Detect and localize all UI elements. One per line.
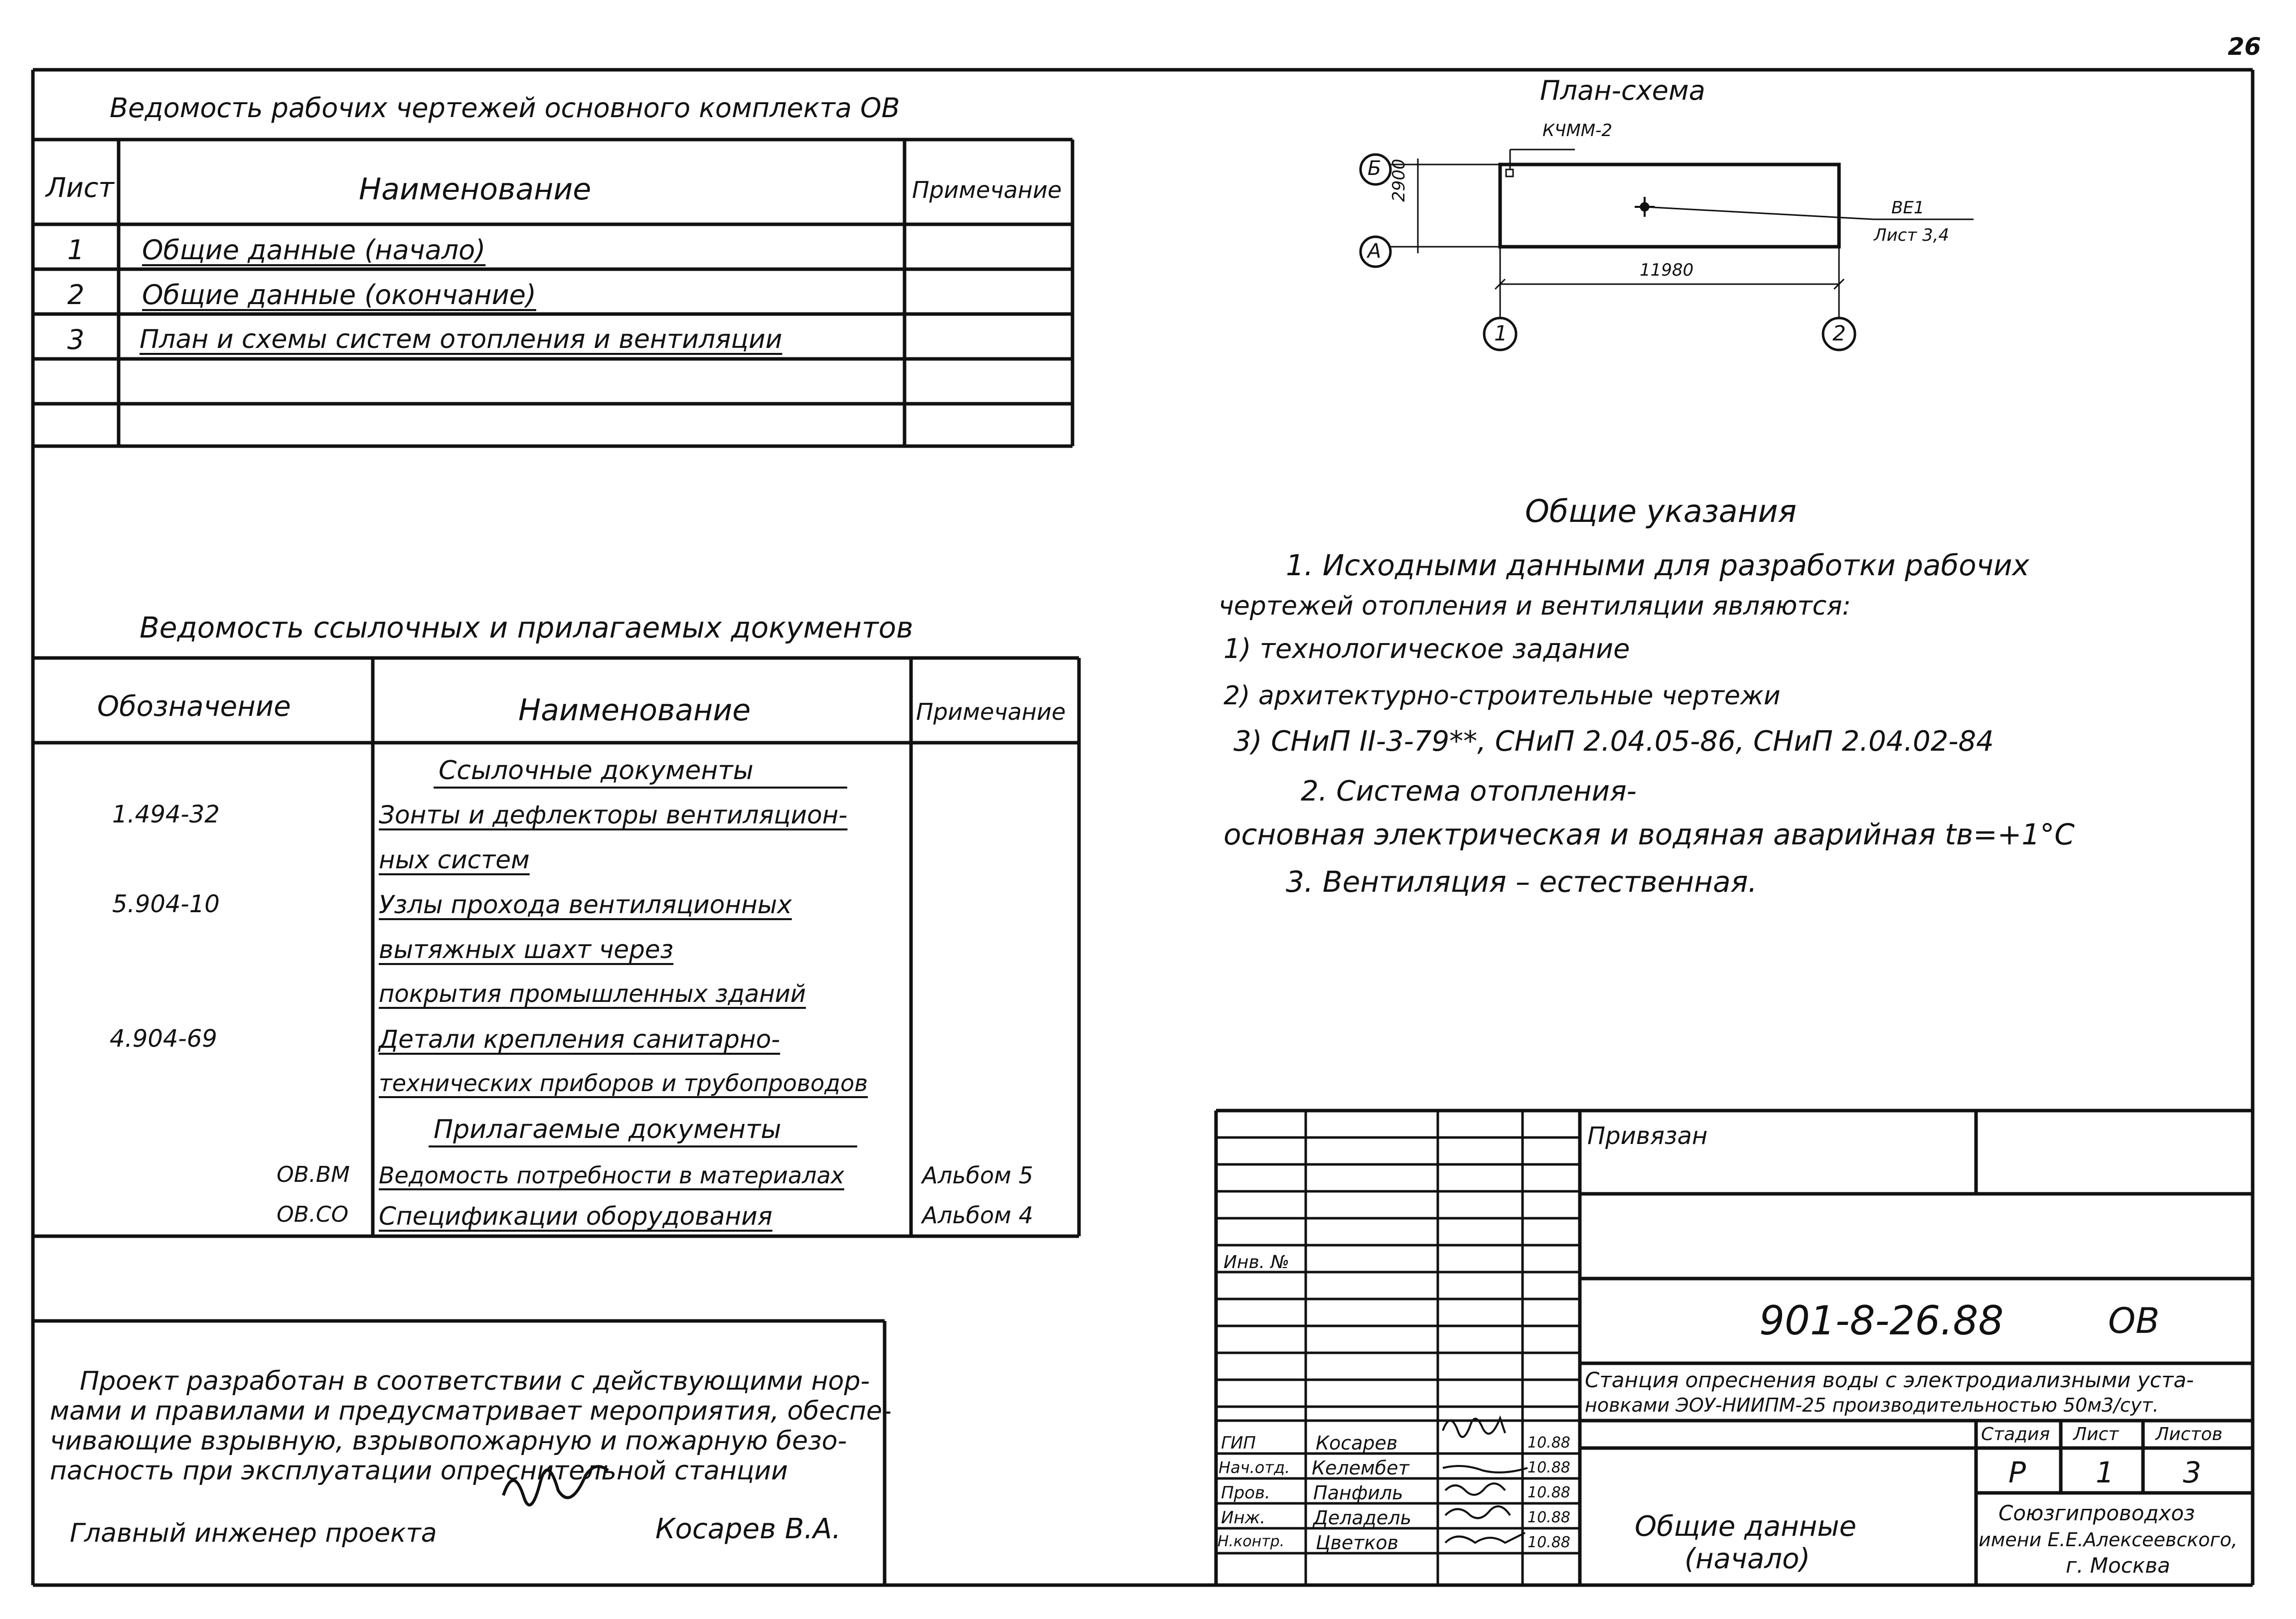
tb-staff-role: Н.контр. xyxy=(1218,1533,1285,1550)
statement-line: пасность при эксплуатации опреснительной станции xyxy=(50,1456,788,1486)
statement-line: чивающие взрывную, взрывопожарную и пожарную безо- xyxy=(50,1426,847,1456)
ref-docs-header-code: Обозначение xyxy=(97,690,291,723)
ref-docs-note: Альбом 4 xyxy=(922,1202,1034,1229)
drawing-list-header-sheet: Лист xyxy=(46,172,114,203)
ref-docs-code: ОВ.ВМ xyxy=(277,1162,350,1187)
ref-docs-name: Узлы прохода вентиляционных xyxy=(379,890,792,919)
chief-engineer-name: Косарев В.А. xyxy=(655,1513,841,1545)
general-notes-line: чертежей отопления и вентиляции являются: xyxy=(1219,591,1851,621)
general-notes-line: основная электрическая и водяная аварийная tв=+1°С xyxy=(1224,817,2075,851)
tb-sheet-value: 1 xyxy=(2096,1456,2114,1489)
tb-inv-no: Инв. № xyxy=(1224,1252,1290,1273)
ref-docs-name: Спецификации оборудования xyxy=(379,1202,772,1231)
ref-docs-code: 5.904-10 xyxy=(112,890,220,918)
tb-org-2: имени Е.Е.Алексеевского, xyxy=(1979,1529,2238,1551)
tb-sheets-value: 3 xyxy=(2183,1456,2201,1489)
general-notes-line: 2. Система отопления- xyxy=(1301,775,1637,808)
tb-staff-date: 10.88 xyxy=(1528,1459,1570,1476)
tb-staff-role: Инж. xyxy=(1221,1508,1266,1528)
drawing-list-row-name: Общие данные (начало) xyxy=(142,234,486,266)
plan-title: План-схема xyxy=(1540,75,1705,106)
tb-staff-name: Цветков xyxy=(1316,1532,1399,1554)
ref-docs-section-attached: Прилагаемые документы xyxy=(434,1115,781,1144)
drawing-list-header-name: Наименование xyxy=(359,172,592,207)
tb-staff-date: 10.88 xyxy=(1528,1434,1570,1452)
drawing-list-row-sheet: 2 xyxy=(67,279,85,311)
ref-docs-code: 4.904-69 xyxy=(110,1025,217,1053)
axis-1-label: 1 xyxy=(1494,321,1508,345)
ve-sheet-ref: Лист 3,4 xyxy=(1874,225,1950,245)
tb-staff-date: 10.88 xyxy=(1528,1534,1570,1551)
plan-schema-graphic xyxy=(1361,150,1974,350)
tb-org-3: г. Москва xyxy=(2066,1553,2170,1578)
ref-docs-name: Ведомость потребности в материалах xyxy=(379,1162,844,1189)
ref-docs-header-name: Наименование xyxy=(518,693,751,728)
tb-staff-name: Панфиль xyxy=(1313,1482,1403,1504)
drawing-list-row-sheet: 3 xyxy=(67,324,85,355)
ref-docs-name: вытяжных шахт через xyxy=(379,935,674,964)
general-notes-line: 1. Исходными данными для разработки рабочих xyxy=(1286,548,2029,582)
tb-org-1: Союзгипроводхоз xyxy=(1998,1501,2195,1525)
ref-docs-code: ОВ.СО xyxy=(277,1202,349,1227)
tb-staff-role: ГИП xyxy=(1221,1433,1256,1453)
ref-docs-note: Альбом 5 xyxy=(922,1162,1034,1189)
tb-mark: ОВ xyxy=(2108,1300,2160,1341)
tb-staff-date: 10.88 xyxy=(1528,1509,1570,1526)
drawing-list-row-name: План и схемы систем отопления и вентиляции xyxy=(140,324,782,354)
tb-sheet-title-2: (начало) xyxy=(1684,1543,1811,1575)
tb-staff-role: Нач.отд. xyxy=(1219,1458,1290,1477)
drawing-list-row-name: Общие данные (окончание) xyxy=(142,279,536,311)
tb-sheet-title-1: Общие данные xyxy=(1635,1510,1856,1543)
tb-sheets-label: Листов xyxy=(2155,1424,2223,1445)
tb-staff-name: Косарев xyxy=(1316,1432,1398,1454)
statement-line: Проект разработан в соответствии с действующими нор- xyxy=(80,1366,870,1396)
ref-docs-name: технических приборов и трубопроводов xyxy=(379,1070,868,1097)
ref-docs-name: Зонты и дефлекторы вентиляцион- xyxy=(379,801,848,829)
tb-project-name-1: Станция опреснения воды с электродиализными уста- xyxy=(1585,1368,2194,1392)
ref-docs-name: Детали крепления санитарно- xyxy=(379,1025,780,1054)
axis-2-label: 2 xyxy=(1833,321,1846,345)
tb-project-name-2: новками ЭОУ-НИИПМ-25 производительностью 50м3/сут. xyxy=(1585,1394,2159,1416)
page-number: 26 xyxy=(2228,33,2261,61)
tb-sheet-label: Лист xyxy=(2073,1424,2119,1445)
plan-kchmm-label: КЧММ-2 xyxy=(1542,121,1613,141)
general-notes-line: 3. Вентиляция – естественная. xyxy=(1286,865,1757,899)
general-notes-line: 2) архитектурно-строительные чертежи xyxy=(1224,681,1781,711)
tb-doc-code: 901-8-26.88 xyxy=(1759,1297,2004,1344)
drawing-list-row-sheet: 1 xyxy=(67,234,85,266)
drawing-list-title: Ведомость рабочих чертежей основного комплекта ОВ xyxy=(110,92,900,124)
ref-docs-header-note: Примечание xyxy=(916,698,1066,725)
general-notes-line: 1) технологическое задание xyxy=(1224,633,1630,664)
tb-staff-name: Келембет xyxy=(1312,1457,1409,1479)
axis-a-label: А xyxy=(1368,240,1381,263)
tb-privyazan: Привязан xyxy=(1587,1122,1708,1150)
ref-docs-name: ных систем xyxy=(379,845,530,874)
general-notes-line: 3) СНиП II-3-79**, СНиП 2.04.05-86, СНиП 2.04.02-84 xyxy=(1233,725,1994,758)
ref-docs-code: 1.494-32 xyxy=(112,801,220,828)
dim-vertical: 2900 xyxy=(1389,159,1409,202)
general-notes-title: Общие указания xyxy=(1525,493,1797,529)
dim-horizontal: 11980 xyxy=(1640,260,1694,280)
ref-docs-title: Ведомость ссылочных и прилагаемых документов xyxy=(140,611,914,645)
chief-engineer-label: Главный инженер проекта xyxy=(70,1518,437,1548)
ref-docs-section-ref: Ссылочные документы xyxy=(439,756,754,786)
tb-stage-label: Стадия xyxy=(1981,1424,2050,1445)
drawing-list-header-note: Примечание xyxy=(912,176,1062,203)
statement-line: мами и правилами и предусматривает мероприятия, обеспе- xyxy=(50,1396,892,1426)
tb-stage-value: Р xyxy=(2008,1456,2026,1489)
axis-b-label: Б xyxy=(1368,157,1381,180)
tb-staff-date: 10.88 xyxy=(1528,1484,1570,1501)
tb-staff-role: Пров. xyxy=(1221,1483,1270,1503)
tb-staff-name: Деладель xyxy=(1313,1507,1411,1529)
ref-docs-name: покрытия промышленных зданий xyxy=(379,980,806,1008)
ve-label: ВЕ1 xyxy=(1891,198,1925,218)
